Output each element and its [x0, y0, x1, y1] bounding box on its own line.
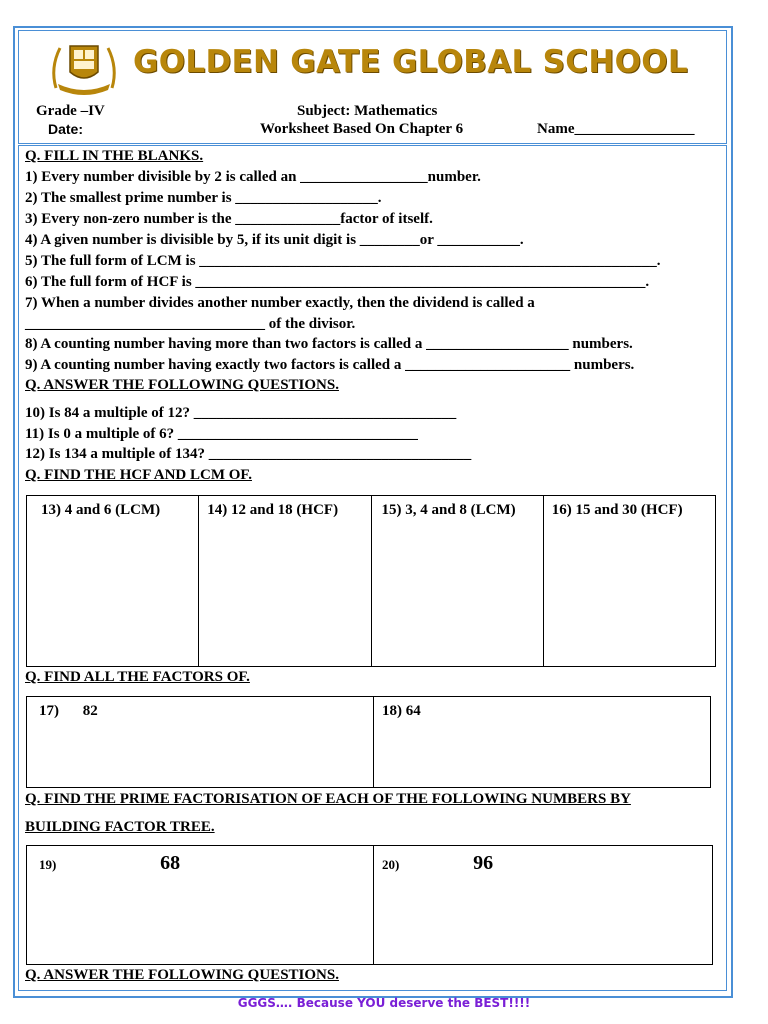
prime-factorisation-table [26, 845, 713, 965]
hcf-lcm-table [26, 495, 716, 667]
section-factors: Q. FIND ALL THE FACTORS OF. [25, 669, 250, 685]
prime-label: 19) [39, 857, 57, 872]
blank-question-continued: ________________________________ of the divisor. [25, 316, 356, 332]
factor-label: 18) 64 [382, 703, 421, 719]
worksheet-title: Worksheet Based On Chapter 6 [260, 121, 464, 137]
blank-question: 6) The full form of HCF is ____________________________________________________________. [25, 274, 650, 290]
prime-cell [374, 846, 713, 965]
factor-cell [374, 697, 711, 788]
prime-label: 20) [382, 857, 400, 872]
section-fill-blanks: Q. FILL IN THE BLANKS. [25, 148, 204, 164]
prime-cell [27, 846, 374, 965]
question: 12) Is 134 a multiple of 134? ___________________________________ [25, 446, 472, 462]
section-prime-factorisation: Q. FIND THE PRIME FACTORISATION OF EACH OF THE FOLLOWING NUMBERS BY [25, 791, 631, 807]
school-name: GOLDEN GATE GLOBAL SCHOOL [133, 44, 688, 80]
hcf-lcm-cell: 14) 12 and 18 (HCF) [199, 496, 371, 667]
prime-number: 96 [473, 852, 494, 874]
section-answer-questions: Q. ANSWER THE FOLLOWING QUESTIONS. [25, 377, 339, 393]
footer-slogan: GGGS…. Because YOU deserve the BEST!!!! [237, 996, 531, 1010]
subject-label: Subject: Mathematics [297, 103, 438, 119]
hcf-lcm-cell: 13) 4 and 6 (LCM) [27, 496, 199, 667]
factor-label: 17) [39, 703, 59, 719]
section-prime-factorisation-continued: BUILDING FACTOR TREE. [25, 819, 215, 835]
name-field: Name________________ [537, 121, 695, 137]
blank-question: 4) A given number is divisible by 5, if its unit digit is ________or ___________. [25, 232, 524, 248]
factors-table [26, 696, 711, 788]
prime-number: 68 [160, 852, 181, 874]
factor-cell [27, 697, 374, 788]
blank-question: 2) The smallest prime number is ___________________. [25, 190, 382, 206]
blank-question: 3) Every non-zero number is the ______________factor of itself. [25, 211, 433, 227]
grade-label: Grade –IV [36, 103, 105, 119]
blank-question: 1) Every number divisible by 2 is called an _________________number. [25, 169, 481, 185]
question: 11) Is 0 a multiple of 6? ________________________________ [25, 426, 418, 442]
factor-number: 82 [82, 703, 98, 719]
hcf-lcm-cell: 16) 15 and 30 (HCF) [543, 496, 715, 667]
school-logo [48, 38, 120, 100]
section-hcf-lcm: Q. FIND THE HCF AND LCM OF. [25, 467, 252, 483]
blank-question: 7) When a number divides another number exactly, then the dividend is called a [25, 295, 535, 311]
hcf-lcm-cell: 15) 3, 4 and 8 (LCM) [371, 496, 543, 667]
blank-question: 5) The full form of LCM is _____________________________________________________________. [25, 253, 661, 269]
section-answer-questions-2: Q. ANSWER THE FOLLOWING QUESTIONS. [25, 967, 339, 983]
date-label: Date: [48, 121, 84, 137]
question: 10) Is 84 a multiple of 12? ___________________________________ [25, 405, 457, 421]
blank-question: 8) A counting number having more than two factors is called a ___________________ numbers. [25, 336, 633, 352]
blank-question: 9) A counting number having exactly two factors is called a ______________________ numbers. [25, 357, 635, 373]
